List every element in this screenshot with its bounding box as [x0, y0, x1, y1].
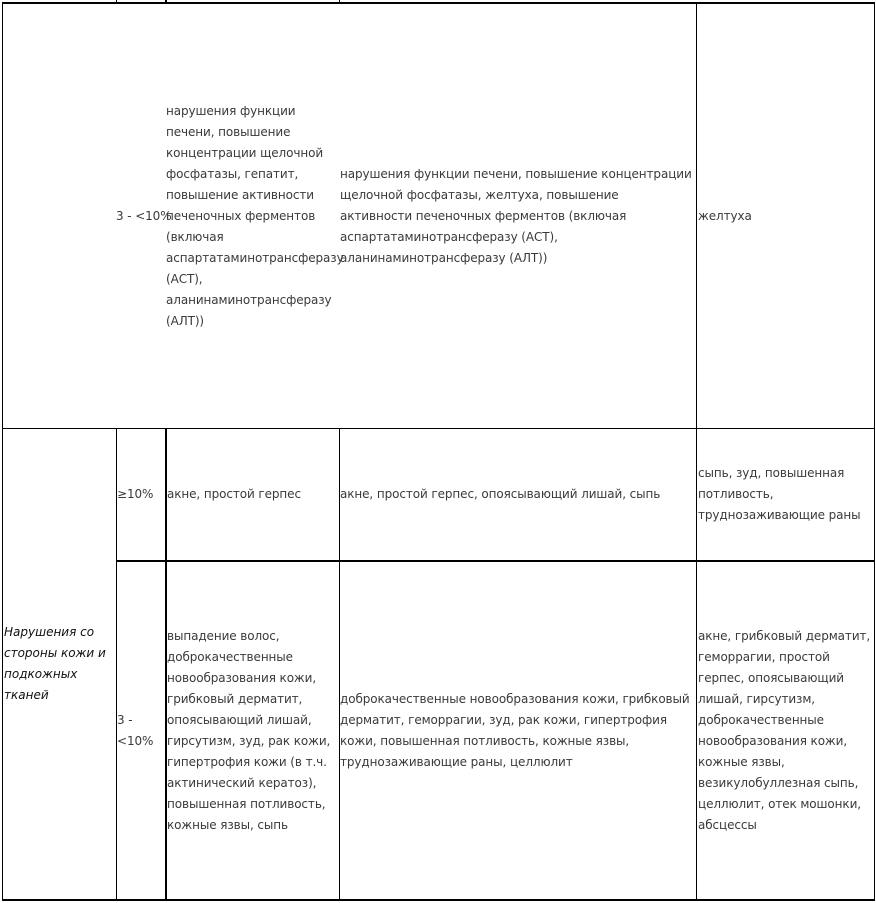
- table-row: [117, 562, 157, 899]
- table-border: [339, 0, 340, 3]
- frequency-cell: 3 - <10%: [116, 208, 172, 223]
- table-cell: [340, 562, 694, 899]
- effect-cell: сыпь, зуд, повышенная потливость, труднозаживающие раны: [698, 466, 861, 522]
- effect-cell: акне, простой герпес, опоясывающий лишай, сыпь: [340, 487, 661, 501]
- effect-cell: нарушения функции печени, повышение концентрации щелочной фосфатазы, желтуха, повышение активности печеночных ферментов (включая аспартатаминотрансферазу (АСТ), аланинаминотрансферазу (АЛТ)): [340, 166, 692, 265]
- table-cell: [167, 562, 338, 899]
- effect-cell: акне, грибковый дерматит, геморрагии, простой герпес, опоясывающий лишай, гирсутизм, доброкачественные новообразования кожи, кожные язвы, везикулобуллезная сыпь, целлюлит, отек мошонки, абсцессы: [698, 628, 871, 832]
- frequency-cell: ≥10%: [117, 487, 154, 501]
- effect-cell: нарушения функции печени, повышение концентрации щелочной фосфатазы, гепатит, повышение активности печеночных ферментов (включая аспартатаминотрансферазу (АСТ), аланинаминотрансферазу (АЛТ)): [166, 103, 344, 328]
- table-cell: [340, 4, 694, 428]
- organ-group-cell: [4, 429, 116, 899]
- table-row: [116, 4, 172, 428]
- table-border: [2, 899, 875, 901]
- effect-cell: выпадение волос, доброкачественные новообразования кожи, грибковый дерматит, опоясывающий лишай, гирсутизм, зуд, рак кожи, гипертрофия кожи (в т.ч. актинический кератоз), повышенная потливость, кожные язвы, сыпь: [167, 628, 331, 832]
- table-cell: [166, 4, 344, 428]
- table-cell: [167, 429, 338, 560]
- organ-group-label: Нарушения со стороны кожи и подкожных тканей: [4, 625, 106, 702]
- table-border: [696, 2, 697, 901]
- table-border: [2, 2, 3, 901]
- table-border: [165, 0, 167, 3]
- table-cell: [698, 562, 873, 899]
- table-row: [117, 429, 165, 560]
- frequency-cell: 3 - <10%: [117, 712, 154, 748]
- effect-cell: акне, простой герпес: [167, 487, 301, 501]
- effect-cell: желтуха: [698, 208, 752, 223]
- effect-cell: доброкачественные новообразования кожи, грибковый дерматит, геморрагии, зуд, рак кожи, гипертрофия кожи, повышенная потливость, кожные язвы, труднозаживающие раны, целлюлит: [340, 691, 690, 769]
- table-cell: [698, 4, 873, 428]
- table-border: [874, 2, 875, 901]
- table-border: [116, 0, 117, 3]
- table-cell: [340, 429, 694, 560]
- table-cell: [698, 429, 873, 560]
